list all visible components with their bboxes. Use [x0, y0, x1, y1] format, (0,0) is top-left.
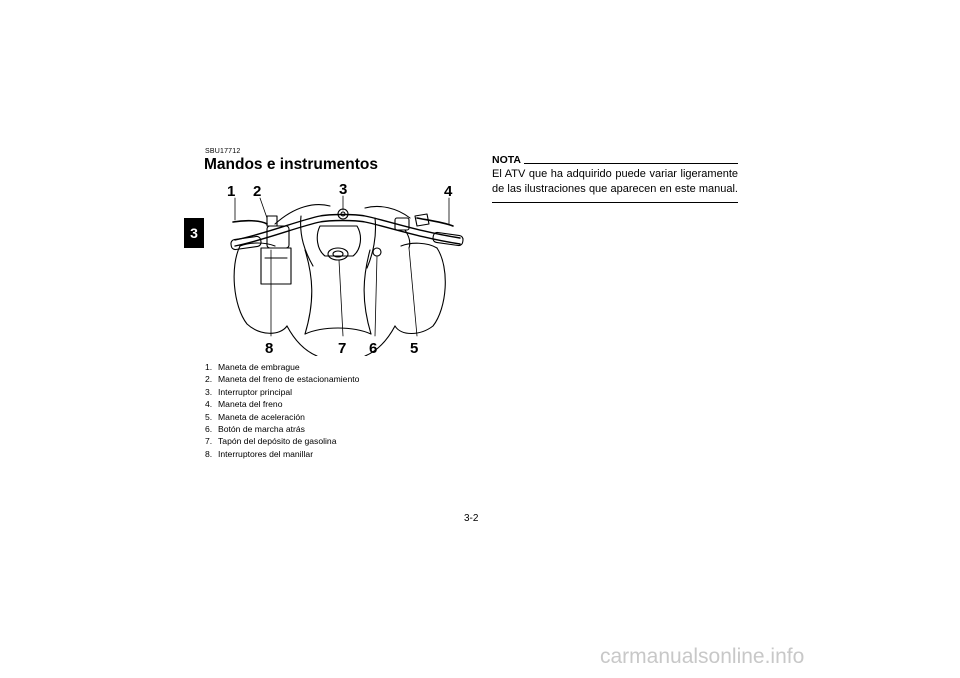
callout-8: 8	[265, 340, 274, 356]
legend-item: 7. Tapón del depósito de gasolina	[205, 436, 337, 447]
note-text	[492, 167, 738, 196]
figure-legend	[205, 361, 359, 460]
callout-4: 4	[444, 183, 453, 200]
callout-5: 5	[410, 340, 419, 356]
leader-7	[339, 260, 343, 336]
seat-front	[305, 328, 371, 334]
reverse-button	[373, 248, 381, 256]
legend-item: 6. Botón de marcha atrás	[205, 424, 305, 435]
page-number: 3-2	[464, 513, 479, 524]
legend-item: 1. Maneta de embrague	[205, 362, 300, 372]
handlebar-switches-box	[261, 248, 291, 284]
body-right-edge	[364, 250, 371, 334]
legend-item: 2. Maneta del freno de estacionamiento	[205, 374, 360, 385]
legend-item: 5. Maneta de aceleración	[205, 411, 305, 422]
callout-3: 3	[339, 181, 348, 198]
note-box	[492, 154, 738, 203]
leader-2	[260, 198, 267, 218]
callout-1: 1	[227, 183, 236, 200]
note-label: NOTA	[492, 154, 521, 166]
atv-handlebar-drawing	[205, 176, 467, 356]
parking-brake-lever	[267, 216, 277, 226]
handlebar	[235, 215, 460, 241]
atv-handlebar-illustration	[205, 176, 467, 356]
legend-item: 8. Interruptores del manillar	[205, 448, 314, 459]
note-line-2: de las ilustraciones que aparecen en este manual.	[492, 182, 738, 195]
note-bottom-rule	[492, 202, 738, 203]
page-title: Mandos e instrumentos	[204, 156, 378, 173]
callout-2: 2	[253, 183, 262, 200]
watermark: carmanualsonline.info	[600, 645, 805, 668]
right-fender	[395, 248, 445, 334]
section-code: SBU17712	[205, 148, 241, 155]
chapter-tab: 3	[184, 218, 204, 248]
note-rule	[524, 163, 738, 164]
note-line-1: El ATV que ha adquirido puede variar ligeramente	[492, 168, 738, 180]
legend-item: 4. Maneta del freno	[205, 399, 283, 410]
clutch-lever	[233, 221, 267, 224]
callout-6: 6	[369, 340, 378, 356]
leader-5	[409, 248, 417, 336]
leader-6	[375, 256, 377, 336]
fuel-cap	[328, 248, 348, 260]
legend-item: 3. Interruptor principal	[205, 386, 293, 397]
callout-7: 7	[338, 340, 347, 356]
note-header	[492, 154, 738, 166]
